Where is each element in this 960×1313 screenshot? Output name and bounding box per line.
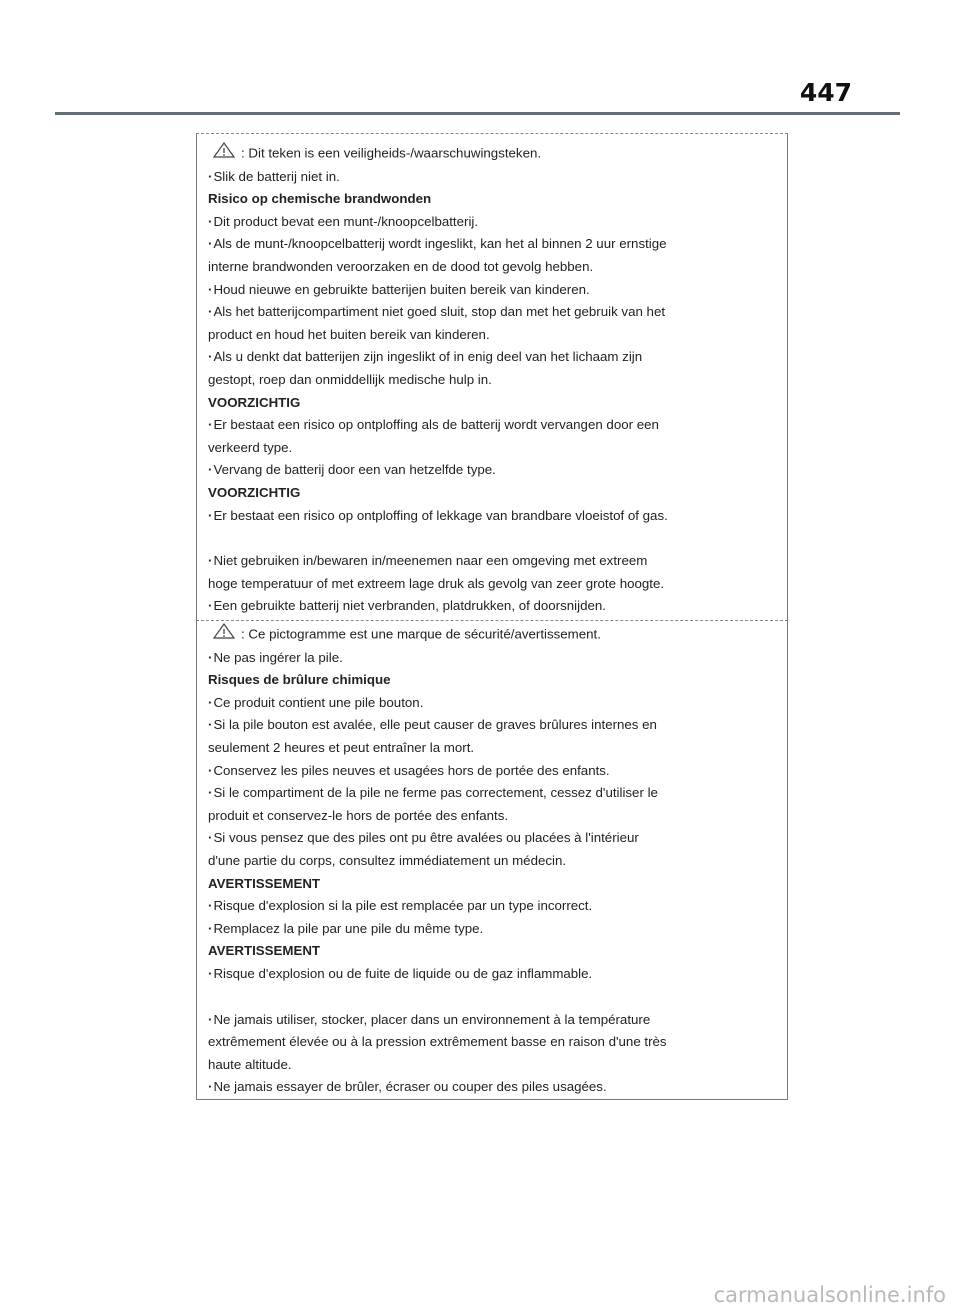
burns-heading: Risico op chemische brandwonden xyxy=(208,191,432,207)
list-item: · Er bestaat een risico op ontploffing of lekkage van brandbare vloeistof of gas. xyxy=(208,505,781,528)
list-item: · Vervang de batterij door een van hetzelfde type. xyxy=(208,459,781,482)
list-item: · Si vous pensez que des piles ont pu être avalées ou placées à l'intérieur xyxy=(208,827,781,850)
list-item: · Risque d'explosion ou de fuite de liquide ou de gaz inflammable. xyxy=(208,963,781,986)
list-item: · Conservez les piles neuves et usagées hors de portée des enfants. xyxy=(208,760,781,783)
list-item: · Remplacez la pile par une pile du même type. xyxy=(208,918,781,941)
safety-symbol-line xyxy=(208,623,781,647)
warning-heading: AVERTISSEMENT xyxy=(208,875,321,891)
footer-watermark: carmanualsonline.info xyxy=(713,1283,946,1307)
safety-symbol-line xyxy=(208,142,781,166)
list-item: · Als het batterijcompartiment niet goed sluit, stop dan met het gebruik van het xyxy=(208,301,781,324)
caution-heading: VOORZICHTIG xyxy=(208,394,301,410)
list-item: · Ce produit contient une pile bouton. xyxy=(208,692,781,715)
list-item-continuation: product en houd het buiten bereik van kinderen. xyxy=(208,326,490,342)
list-item-continuation: interne brandwonden veroorzaken en de dood tot gevolg hebben. xyxy=(208,258,594,274)
swallow-warning: · Slik de batterij niet in. xyxy=(208,166,781,189)
page-number: 447 xyxy=(799,78,852,107)
warning-triangle-icon xyxy=(213,623,235,647)
swallow-warning: · Ne pas ingérer la pile. xyxy=(208,647,781,670)
list-item: · Niet gebruiken in/bewaren in/meenemen naar een omgeving met extreem xyxy=(208,550,781,573)
list-item-continuation: produit et conservez-le hors de portée des enfants. xyxy=(208,807,509,823)
list-item: · Ne jamais utiliser, stocker, placer dans un environnement à la température xyxy=(208,1009,781,1032)
list-item-continuation: extrêmement élevée ou à la pression extrêmement basse en raison d'une très xyxy=(208,1034,667,1050)
list-item-continuation: hoge temperatuur of met extreem lage druk als gevolg van zeer grote hoogte. xyxy=(208,575,665,591)
list-item: · Si le compartiment de la pile ne ferme pas correctement, cessez d'utiliser le xyxy=(208,782,781,805)
safety-symbol-text: : Dit teken is een veiligheids-/waarschuwingsteken. xyxy=(241,145,542,161)
list-item: · Er bestaat een risico op ontploffing als de batterij wordt vervangen door een xyxy=(208,414,781,437)
safety-notice-dutch xyxy=(196,133,788,620)
burns-heading: Risques de brûlure chimique xyxy=(208,672,391,688)
list-item: · Risque d'explosion si la pile est remplacée par un type incorrect. xyxy=(208,895,781,918)
safety-notice-french xyxy=(196,620,788,1100)
header-divider xyxy=(55,112,900,115)
list-item: · Een gebruikte batterij niet verbranden, platdrukken, of doorsnijden. xyxy=(208,595,781,618)
list-item: · Si la pile bouton est avalée, elle peut causer de graves brûlures internes en xyxy=(208,714,781,737)
list-item: · Als u denkt dat batterijen zijn ingeslikt of in enig deel van het lichaam zijn xyxy=(208,346,781,369)
list-item: · Ne jamais essayer de brûler, écraser ou couper des piles usagées. xyxy=(208,1076,781,1099)
list-item: · Als de munt-/knoopcelbatterij wordt ingeslikt, kan het al binnen 2 uur ernstige xyxy=(208,233,781,256)
list-item: · Houd nieuwe en gebruikte batterijen buiten bereik van kinderen. xyxy=(208,279,781,302)
caution-heading: VOORZICHTIG xyxy=(208,484,301,500)
list-item: · Dit product bevat een munt-/knoopcelbatterij. xyxy=(208,211,781,234)
list-item-continuation: haute altitude. xyxy=(208,1056,292,1072)
warning-triangle-icon xyxy=(213,142,235,166)
warning-heading: AVERTISSEMENT xyxy=(208,943,321,959)
list-item-continuation: seulement 2 heures et peut entraîner la mort. xyxy=(208,739,475,755)
list-item-continuation: gestopt, roep dan onmiddellijk medische hulp in. xyxy=(208,371,492,387)
safety-symbol-text: : Ce pictogramme est une marque de sécurité/avertissement. xyxy=(241,626,601,642)
list-item-continuation: d'une partie du corps, consultez immédiatement un médecin. xyxy=(208,852,567,868)
list-item-continuation: verkeerd type. xyxy=(208,439,293,455)
